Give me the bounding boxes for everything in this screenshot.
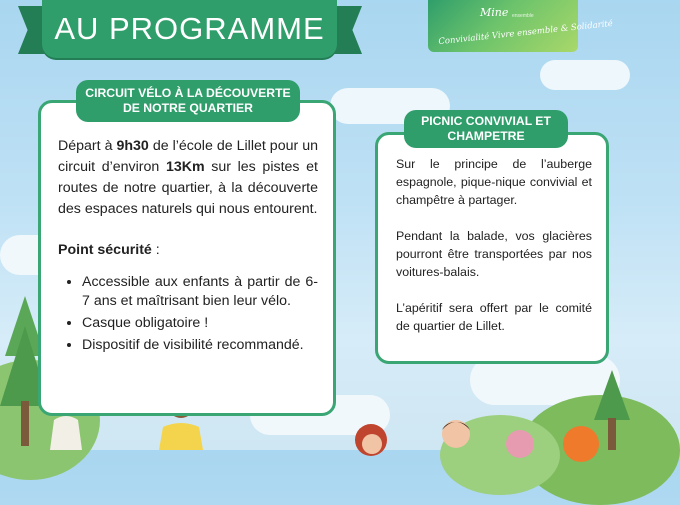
logo	[428, 0, 614, 52]
intro-text: sur les pistes et routes de notre quartier, à la découverte des espaces naturels qui nous entourent.	[58, 159, 318, 217]
intro-text: de l’école de Lillet pour un circuit d’environ	[58, 138, 318, 175]
picnic-paragraph: Sur le principe de l’auberge espagnole, pique-nique convivial et champêtre à partager.	[396, 157, 592, 207]
logo-wordmark: Mine	[480, 6, 509, 19]
logo-motto: Convivialité Vivre ensemble & Solidarité	[437, 18, 614, 48]
picnic-paragraph: L’apéritif sera offert par le comité de quartier de Lillet.	[396, 301, 592, 333]
person-orange-hair-illustration	[556, 422, 606, 450]
picnic-title: PICNIC CONVIVIAL ET CHAMPETRE	[404, 110, 568, 148]
list-item: • Accessible aux enfants à partir de 6-7 ans et maîtrisant bien leur vélo.	[82, 273, 318, 311]
security-suffix: :	[151, 242, 160, 258]
security-label: Point sécurité	[58, 242, 152, 258]
distance: 13Km	[165, 159, 205, 175]
logo-subtitle: ensemble	[512, 13, 534, 19]
circuit-body	[58, 136, 318, 358]
security-list	[58, 273, 318, 355]
picnic-paragraph: Pendant la balade, vos glacières pourront être transportées par nos voitures-balais.	[396, 229, 592, 279]
cloud	[540, 60, 630, 90]
start-time: 9h30	[116, 138, 149, 154]
circuit-intro	[58, 136, 318, 220]
man-short-hair-illustration	[436, 414, 476, 450]
picnic-body	[396, 155, 592, 353]
intro-text: Départ à	[58, 138, 117, 154]
list-item: • Casque obligatoire !	[82, 314, 318, 333]
page-title: AU PROGRAMME	[42, 0, 337, 58]
person-pink-hair-illustration	[500, 426, 540, 450]
person-red-hair-illustration	[346, 418, 396, 450]
circuit-title: CIRCUIT VÉLO À LA DÉCOUVERTE DE NOTRE QUARTIER	[76, 80, 300, 122]
list-item: • Dispositif de visibilité recommandé.	[82, 336, 318, 355]
security-heading	[58, 240, 318, 261]
